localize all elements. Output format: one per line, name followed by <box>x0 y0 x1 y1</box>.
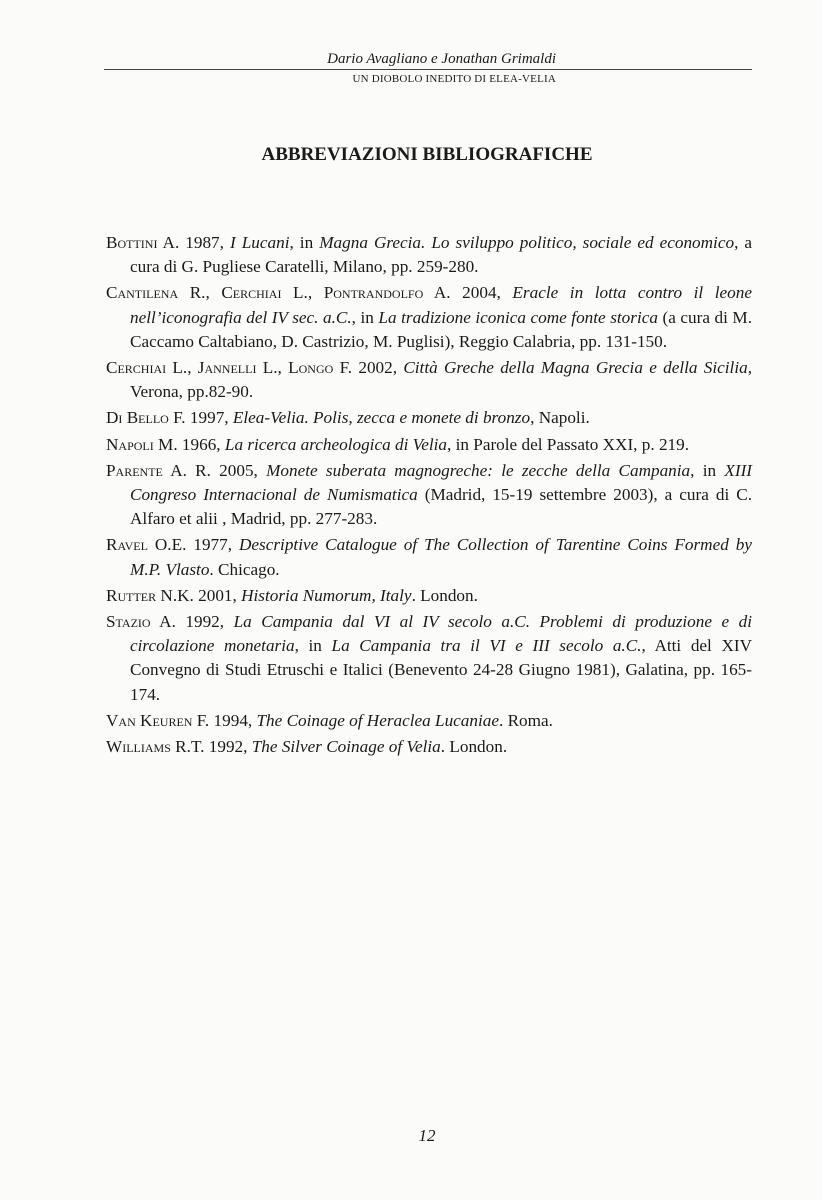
entry-year: 1992, <box>204 737 252 757</box>
entry-year: 2001, <box>193 585 242 605</box>
entry-author: Di Bello F. <box>106 408 186 428</box>
entry-connector: , in <box>690 460 725 480</box>
running-head-rule <box>104 69 752 70</box>
entry-publication: . London. <box>411 585 478 605</box>
entry-year: 1966, <box>177 434 225 454</box>
entry-connector: , in <box>294 636 332 656</box>
bibliography-entry <box>106 533 752 581</box>
entry-author: Ravel O.E. <box>106 535 187 555</box>
entry-year: 2002, <box>352 358 404 378</box>
entry-author: Stazio A. <box>106 612 176 632</box>
bibliography-entry <box>106 433 752 457</box>
entry-author: Van Keuren F. <box>106 710 210 730</box>
entry-publication: . Roma. <box>499 710 553 730</box>
entry-author: Parente A. R. <box>106 460 211 480</box>
entry-title: Historia Numorum, Italy <box>241 585 412 605</box>
entry-title: Descriptive Catalogue of The Collection of Tarentine Coins Formed by M.P. Vlasto <box>130 535 753 579</box>
entry-container-title: XIII Congreso Internacional de Numismatica <box>130 460 753 505</box>
entry-publication: , Verona, pp.82-90. <box>130 358 752 402</box>
entry-container-title: La tradizione iconica come fonte storica <box>378 307 658 327</box>
page-number: 12 <box>418 1126 436 1145</box>
entry-title: Elea-Velia. Polis, zecca e monete di bronzo <box>232 408 531 428</box>
entry-title: La ricerca archeologica di Velia <box>224 434 448 454</box>
bibliography-entry <box>106 281 752 354</box>
entry-container-title: La Campania tra il VI e III secolo a.C. <box>331 636 642 656</box>
entry-year: 1977, <box>186 535 239 555</box>
entry-title: Città Greche della Magna Grecia e della Sicilia <box>403 358 748 378</box>
running-head-title: UN DIOBOLO INEDITO DI ELEA-VELIA <box>352 73 556 85</box>
entry-year: 2005, <box>210 460 267 480</box>
entry-title: La Campania dal VI al IV secolo a.C. Problemi di produzione e di circolazione monetaria <box>130 612 753 656</box>
entry-author: Cantilena R., Cerchiai L., Pontrandolfo A. <box>106 283 451 303</box>
bibliography-entry <box>106 231 752 279</box>
entry-year: 1992, <box>175 612 234 632</box>
entry-year: 2004, <box>450 283 513 303</box>
entry-publication: , Atti del XIV Convegno di Studi Etruschi e Italici (Benevento 24-28 Giugno 1981), Galatina, pp. 165-174. <box>130 636 753 704</box>
entry-connector: , in <box>289 233 320 252</box>
entry-title: The Silver Coinage of Velia <box>251 737 441 757</box>
bibliography-entry <box>106 584 752 608</box>
entry-year: 1987, <box>179 233 230 252</box>
bibliography-entry <box>106 406 752 430</box>
section-heading: ABBREVIAZIONI BIBLIOGRAFICHE <box>261 144 593 165</box>
bibliography-entry <box>106 709 752 733</box>
bibliography-entry <box>106 735 752 759</box>
entry-publication: , a cura di G. Pugliese Caratelli, Milano, pp. 259-280. <box>130 233 753 277</box>
entry-year: 1997, <box>185 408 233 428</box>
entry-year: 1994, <box>209 710 257 730</box>
entry-publication: (a cura di M. Caccamo Caltabiano, D. Castrizio, M. Puglisi), Reggio Calabria, pp. 131-150. <box>130 307 752 351</box>
bibliography-entry <box>106 610 752 707</box>
running-head-authors: Dario Avagliano e Jonathan Grimaldi <box>327 51 556 67</box>
entry-author: Rutter N.K. <box>106 585 194 605</box>
entry-title: Eracle in lotta contro il leone nell’iconografia del IV sec. a.C. <box>130 283 753 327</box>
entry-publication: , in Parole del Passato XXI, p. 219. <box>447 434 690 454</box>
running-head <box>104 50 752 86</box>
entry-title: I Lucani <box>229 233 290 252</box>
bibliography-entry <box>106 356 752 404</box>
entry-publication: . Chicago. <box>209 559 280 579</box>
bibliography-entry <box>106 459 752 532</box>
bibliography-list <box>106 231 752 761</box>
entry-author: Napoli M. <box>106 434 178 454</box>
entry-title: The Coinage of Heraclea Lucaniae <box>256 710 499 730</box>
entry-publication: , Napoli. <box>530 408 590 428</box>
entry-container-title: Magna Grecia. Lo sviluppo politico, sociale ed economico <box>319 233 735 252</box>
entry-connector: , in <box>351 307 379 327</box>
entry-author: Williams R.T. <box>106 737 205 757</box>
entry-publication: (Madrid, 15-19 settembre 2003), a cura di C. Alfaro et alii , Madrid, pp. 277-283. <box>130 485 752 529</box>
entry-author: Bottini A. <box>106 233 180 252</box>
entry-title: Monete suberata magnogreche: le zecche della Campania <box>266 460 691 480</box>
entry-author: Cerchiai L., Jannelli L., Longo F. <box>106 358 353 378</box>
entry-publication: . London. <box>440 737 508 757</box>
